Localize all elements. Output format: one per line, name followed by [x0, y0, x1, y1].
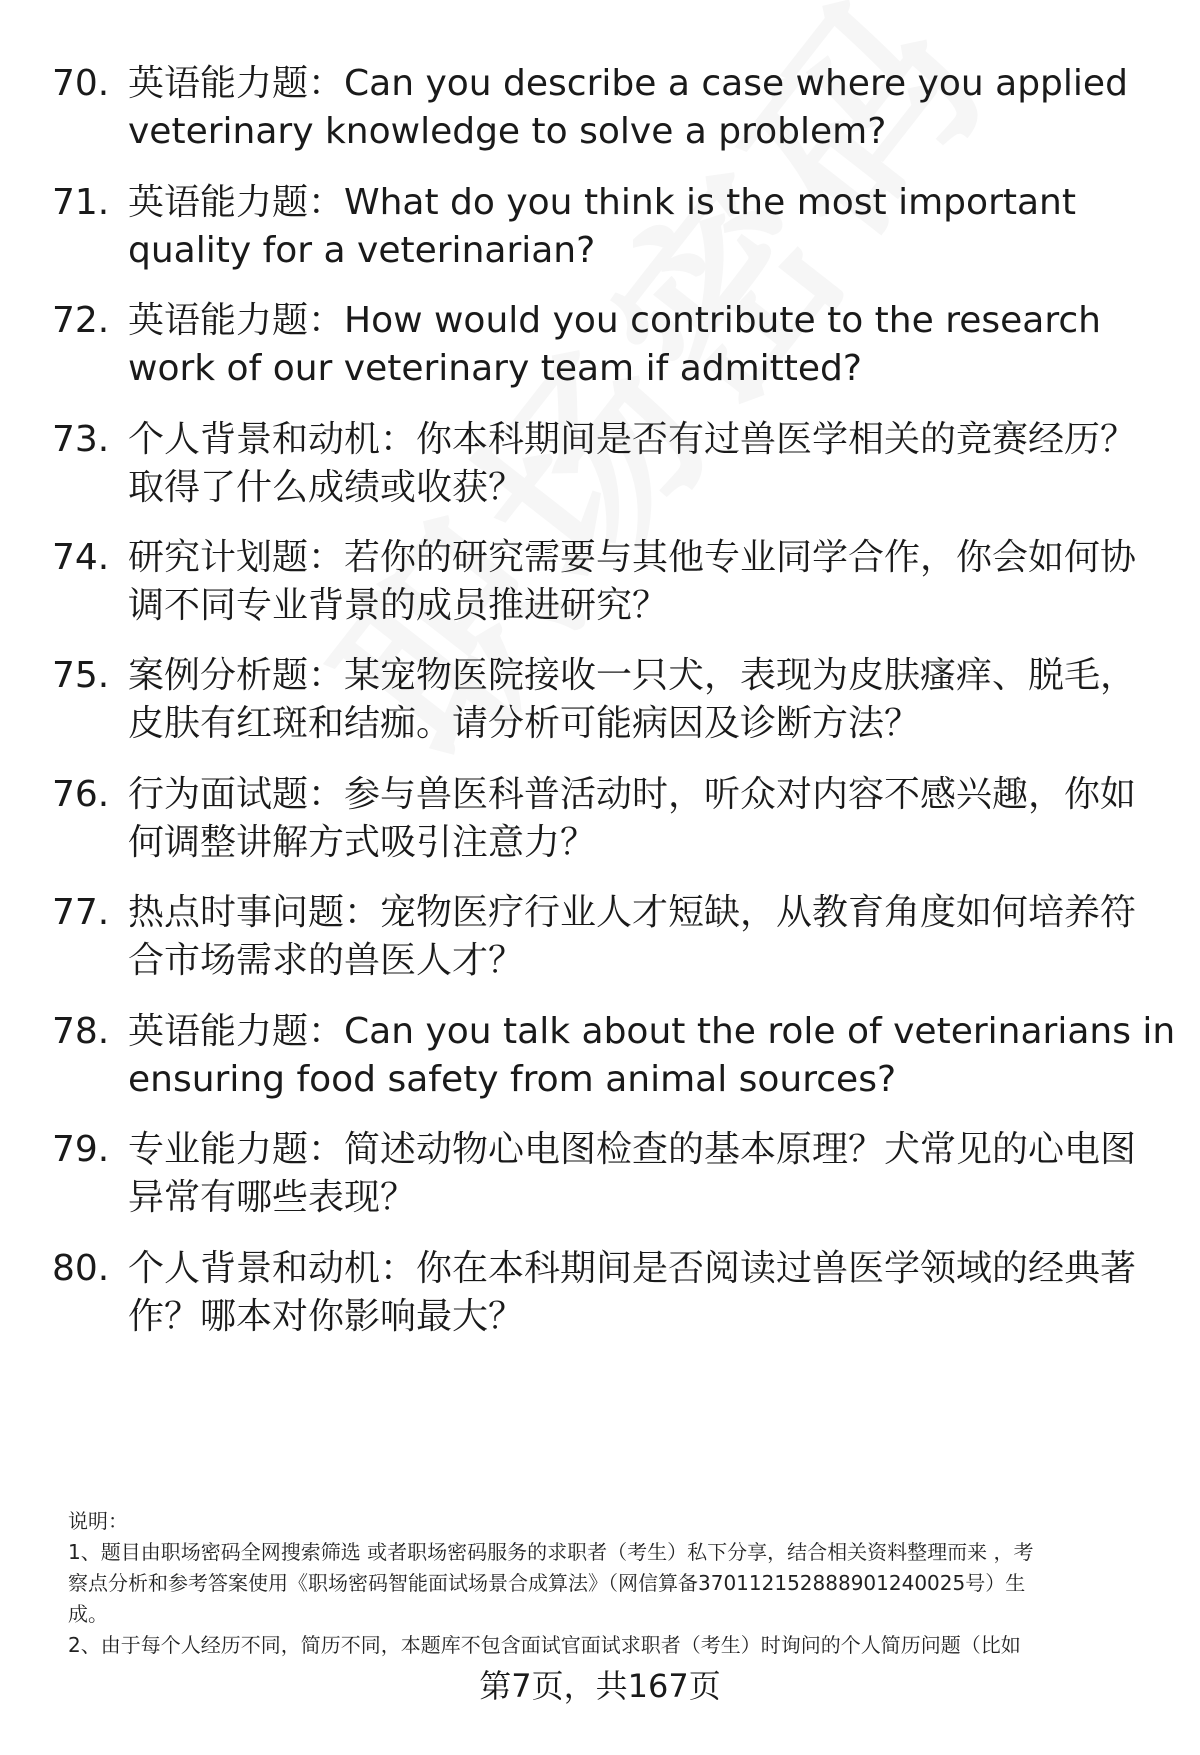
- question-line: ensuring food safety from animal sources?: [128, 1059, 897, 1100]
- page-number: 第7页，共167页: [479, 1667, 721, 1705]
- question-text: [128, 534, 1200, 630]
- question-number: 77.: [52, 892, 110, 933]
- question-number: 71.: [52, 182, 110, 223]
- question-text: [128, 1126, 1200, 1222]
- question-line: 合市场需求的兽医人才？: [128, 940, 525, 981]
- notes-line: 2、由于每个人经历不同，简历不同，本题库不包含面试官面试求职者（考生）时询问的个人简历问题（比如: [68, 1633, 1021, 1657]
- question-number: 72.: [52, 300, 110, 341]
- question-line: 案例分析题：某宠物医院接收一只犬，表现为皮肤瘙痒、脱毛，: [128, 655, 1137, 696]
- question-line: quality for a veterinarian?: [128, 230, 596, 271]
- question-line: 英语能力题：Can you talk about the role of veterinarians in: [128, 1011, 1176, 1052]
- question-text: [128, 179, 1200, 275]
- question-text: [128, 652, 1200, 748]
- notes-line: 1、题目由职场密码全网搜索筛选 或者职场密码服务的求职者（考生）私下分享，结合相关资料整理而来 ，考: [68, 1540, 1034, 1564]
- question-number: 79.: [52, 1129, 110, 1170]
- question-line: 调不同专业背景的成员推进研究？: [128, 585, 669, 626]
- question-number: 76.: [52, 774, 110, 815]
- question-text: [128, 297, 1200, 393]
- question-line: 异常有哪些表现？: [128, 1177, 417, 1218]
- question-number: 73.: [52, 419, 110, 460]
- question-number: 80.: [52, 1248, 110, 1289]
- notes-line: 成。: [68, 1602, 108, 1626]
- question-line: 热点时事问题：宠物医疗行业人才短缺，从教育角度如何培养符: [128, 892, 1137, 933]
- question-line: 皮肤有红斑和结痂。请分析可能病因及诊断方法？: [128, 703, 921, 744]
- question-text: [128, 1008, 1200, 1104]
- question-number: 74.: [52, 537, 110, 578]
- question-text: [128, 416, 1200, 512]
- question-line: 个人背景和动机：你在本科期间是否阅读过兽医学领域的经典著: [128, 1248, 1137, 1289]
- notes-section: [68, 1506, 1158, 1661]
- question-line: 英语能力题：How would you contribute to the research: [128, 300, 1101, 341]
- question-line: 个人背景和动机：你本科期间是否有过兽医学相关的竞赛经历？: [128, 419, 1137, 460]
- notes-heading: 说明：: [68, 1509, 128, 1533]
- question-line: veterinary knowledge to solve a problem?: [128, 111, 887, 152]
- question-text: [128, 1245, 1200, 1341]
- question-line: 英语能力题：What do you think is the most important: [128, 182, 1076, 223]
- question-line: 作？哪本对你影响最大？: [128, 1296, 525, 1337]
- question-number: 78.: [52, 1011, 110, 1052]
- question-line: 研究计划题：若你的研究需要与其他专业同学合作，你会如何协: [128, 537, 1137, 578]
- question-text: [128, 60, 1200, 156]
- question-line: 英语能力题：Can you describe a case where you applied: [128, 63, 1128, 104]
- question-number: 75.: [52, 655, 110, 696]
- question-number: 70.: [52, 63, 110, 104]
- question-line: 行为面试题：参与兽医科普活动时，听众对内容不感兴趣，你如: [128, 774, 1137, 815]
- question-text: [128, 771, 1200, 867]
- question-line: work of our veterinary team if admitted?: [128, 348, 863, 389]
- question-line: 何调整讲解方式吸引注意力？: [128, 822, 597, 863]
- question-line: 取得了什么成绩或收获？: [128, 467, 525, 508]
- question-line: 专业能力题：简述动物心电图检查的基本原理？犬常见的心电图: [128, 1129, 1137, 1170]
- notes-line: 察点分析和参考答案使用《职场密码智能面试场景合成算法》（网信算备370112152888901240025号）生: [68, 1571, 1026, 1595]
- question-text: [128, 889, 1200, 985]
